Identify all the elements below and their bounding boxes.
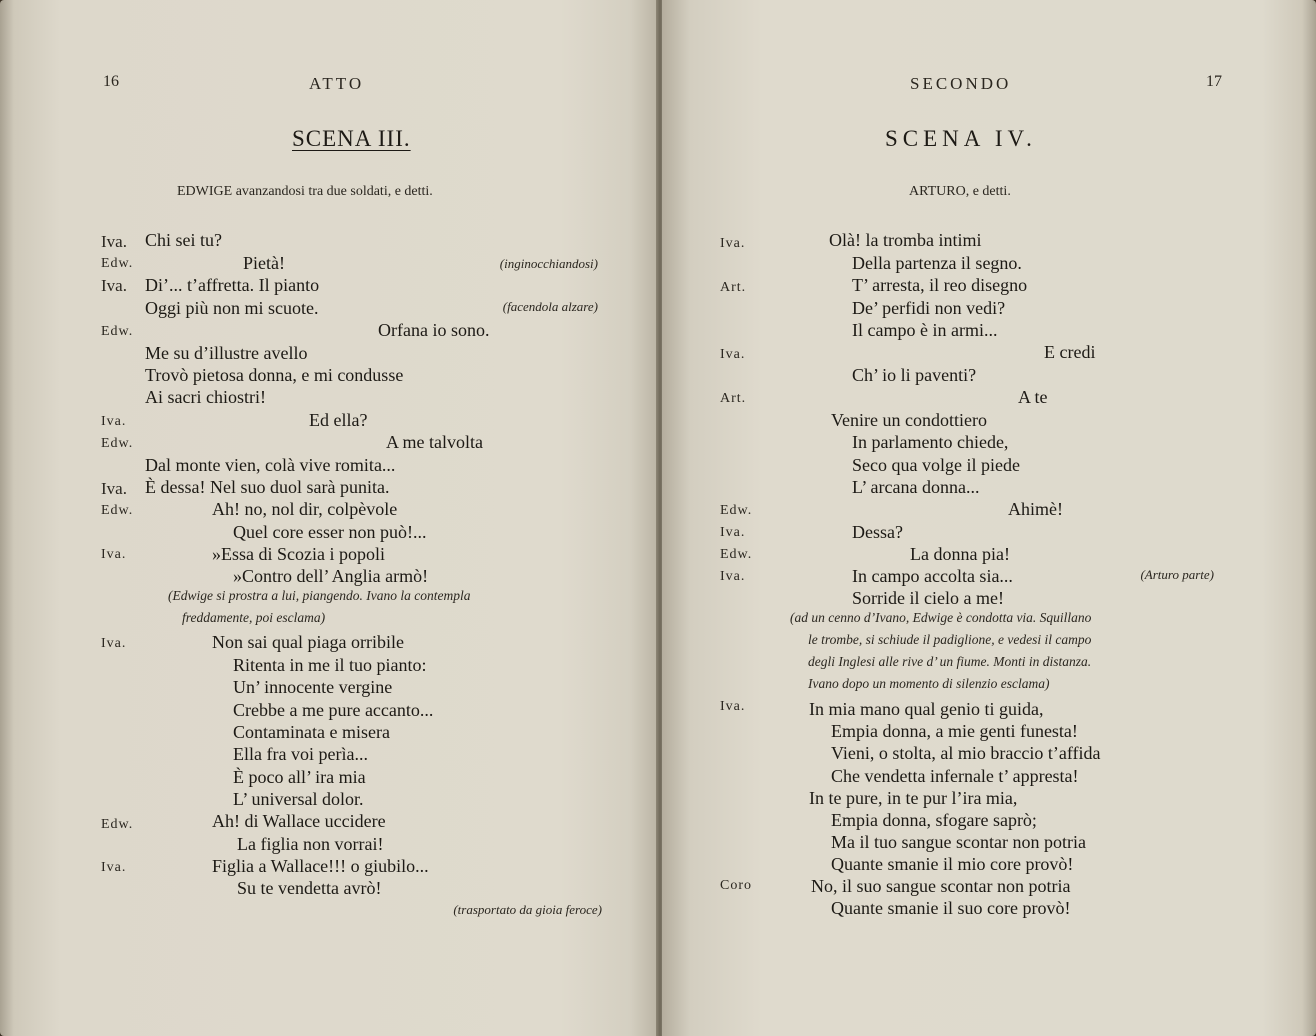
scene-title: SCENA IV. xyxy=(885,126,1037,151)
verse-line: Trovò pietosa donna, e mi condusse xyxy=(145,365,404,385)
verse-line: Ah! no, nol dir, colpèvole xyxy=(212,499,398,519)
verse-line: Orfana io sono. xyxy=(378,320,490,340)
speaker-label: Edw. xyxy=(101,256,134,271)
running-head: ATTO xyxy=(309,74,365,93)
speaker-label: Iva. xyxy=(101,547,127,562)
stage-direction: (inginocchiandosi) xyxy=(499,256,598,271)
stage-direction: (ad un cenno d’Ivano, Edwige è condotta via. Squillano xyxy=(790,610,1092,625)
verse-line: In parlamento chiede, xyxy=(852,432,1009,452)
speaker-label: Iva. xyxy=(720,347,746,362)
verse-line: Crebbe a me pure accanto... xyxy=(233,700,434,720)
cast-line: EDWIGE avanzandosi tra due soldati, e detti. xyxy=(177,184,433,199)
verse-line: In mia mano qual genio ti guida, xyxy=(809,699,1044,719)
verse-line: E credi xyxy=(1044,342,1096,362)
speaker-label: Iva. xyxy=(101,636,127,651)
verse-line: No, il suo sangue scontar non potria xyxy=(811,876,1071,896)
verse-line: Ma il tuo sangue scontar non potria xyxy=(831,832,1086,852)
verse-line: Ch’ io li paventi? xyxy=(852,365,977,385)
verse-line: Seco qua volge il piede xyxy=(852,455,1020,475)
page-number: 17 xyxy=(1206,73,1222,90)
verse-line: A te xyxy=(1018,387,1048,407)
right-page xyxy=(662,0,1316,1036)
verse-line: »Essa di Scozia i popoli xyxy=(212,544,385,564)
stage-direction: freddamente, poi esclama) xyxy=(182,610,326,625)
verse-line: In campo accolta sia... xyxy=(852,566,1013,586)
speaker-label: Art. xyxy=(720,391,747,406)
speaker-label: Coro xyxy=(720,878,752,893)
verse-line: Quante smanie il suo core provò! xyxy=(831,898,1071,918)
verse-line: Vieni, o stolta, al mio braccio t’affida xyxy=(831,743,1101,763)
verse-line: L’ arcana donna... xyxy=(852,477,980,497)
verse-line: Ai sacri chiostri! xyxy=(145,387,266,407)
verse-line: Ed ella? xyxy=(309,410,368,430)
verse-line: Pietà! xyxy=(243,253,285,273)
verse-line: Su te vendetta avrò! xyxy=(237,878,382,898)
speaker-label: Iva. xyxy=(720,236,746,251)
verse-line: Ritenta in me il tuo pianto: xyxy=(233,655,427,675)
verse-line: Olà! la tromba intimi xyxy=(829,230,982,250)
stage-direction: le trombe, si schiude il padiglione, e vedesi il campo xyxy=(808,632,1092,647)
speaker-label: Iva. xyxy=(101,232,127,251)
speaker-label: Edw. xyxy=(720,503,753,518)
page-number: 16 xyxy=(103,73,119,90)
scene-title: SCENA III. xyxy=(292,126,411,151)
verse-line: »Contro dell’ Anglia armò! xyxy=(233,566,429,586)
verse-line: Il campo è in armi... xyxy=(852,320,998,340)
verse-line: A me talvolta xyxy=(386,432,483,452)
speaker-label: Edw. xyxy=(101,436,134,451)
verse-line: Empia donna, a mie genti funesta! xyxy=(831,721,1078,741)
running-head: SECONDO xyxy=(910,74,1012,93)
verse-line: Sorride il cielo a me! xyxy=(852,588,1004,608)
verse-line: Non sai qual piaga orribile xyxy=(212,632,404,652)
speaker-label: Edw. xyxy=(101,503,134,518)
verse-line: Ahimè! xyxy=(1008,499,1063,519)
speaker-label: Iva. xyxy=(720,569,746,584)
speaker-label: Iva. xyxy=(101,479,127,498)
speaker-label: Iva. xyxy=(101,860,127,875)
stage-direction: (facendola alzare) xyxy=(502,299,598,314)
verse-line: Della partenza il segno. xyxy=(852,253,1022,273)
stage-direction: (Edwige si prostra a lui, piangendo. Ivano la contempla xyxy=(168,588,471,603)
speaker-label: Art. xyxy=(720,280,747,295)
verse-line: La donna pia! xyxy=(910,544,1010,564)
verse-line: È poco all’ ira mia xyxy=(233,767,366,787)
cast-line: ARTURO, e detti. xyxy=(909,184,1011,199)
speaker-label: Edw. xyxy=(101,324,134,339)
stage-direction: (trasportato da gioia feroce) xyxy=(453,902,602,917)
verse-line: Me su d’illustre avello xyxy=(145,343,308,363)
speaker-label: Iva. xyxy=(101,414,127,429)
verse-line: Figlia a Wallace!!! o giubilo... xyxy=(212,856,429,876)
verse-line: De’ perfidi non vedi? xyxy=(852,298,1006,318)
verse-line: La figlia non vorrai! xyxy=(237,834,384,854)
stage-direction: (Arturo parte) xyxy=(1140,567,1214,582)
verse-line: Che vendetta infernale t’ appresta! xyxy=(831,766,1079,786)
verse-line: T’ arresta, il reo disegno xyxy=(852,275,1028,295)
verse-line: Empia donna, sfogare saprò; xyxy=(831,810,1037,830)
verse-line: Ah! di Wallace uccidere xyxy=(212,811,386,831)
verse-line: Oggi più non mi scuote. xyxy=(145,298,319,318)
verse-line: L’ universal dolor. xyxy=(233,789,364,809)
stage-direction: Ivano dopo un momento di silenzio esclama) xyxy=(808,676,1050,691)
verse-line: Quante smanie il mio core provò! xyxy=(831,854,1074,874)
verse-line: Di’... t’affretta. Il pianto xyxy=(145,275,320,295)
verse-line: Ella fra voi perìa... xyxy=(233,744,368,764)
verse-line: Un’ innocente vergine xyxy=(233,677,393,697)
verse-line: Quel core esser non può!... xyxy=(233,522,427,542)
verse-line: In te pure, in te pur l’ira mia, xyxy=(809,788,1018,808)
verse-line: Dal monte vien, colà vive romita... xyxy=(145,455,396,475)
speaker-label: Edw. xyxy=(720,547,753,562)
speaker-label: Iva. xyxy=(720,699,746,714)
verse-line: Venire un condottiero xyxy=(831,410,987,430)
speaker-label: Iva. xyxy=(720,525,746,540)
verse-line: Chi sei tu? xyxy=(145,230,222,250)
verse-line: Dessa? xyxy=(852,522,903,542)
speaker-label: Iva. xyxy=(101,276,127,295)
stage-direction: degli Inglesi alle rive d’ un fiume. Monti in distanza. xyxy=(808,654,1092,669)
verse-line: È dessa! Nel suo duol sarà punita. xyxy=(145,477,390,497)
verse-line: Contaminata e misera xyxy=(233,722,390,742)
speaker-label: Edw. xyxy=(101,817,134,832)
